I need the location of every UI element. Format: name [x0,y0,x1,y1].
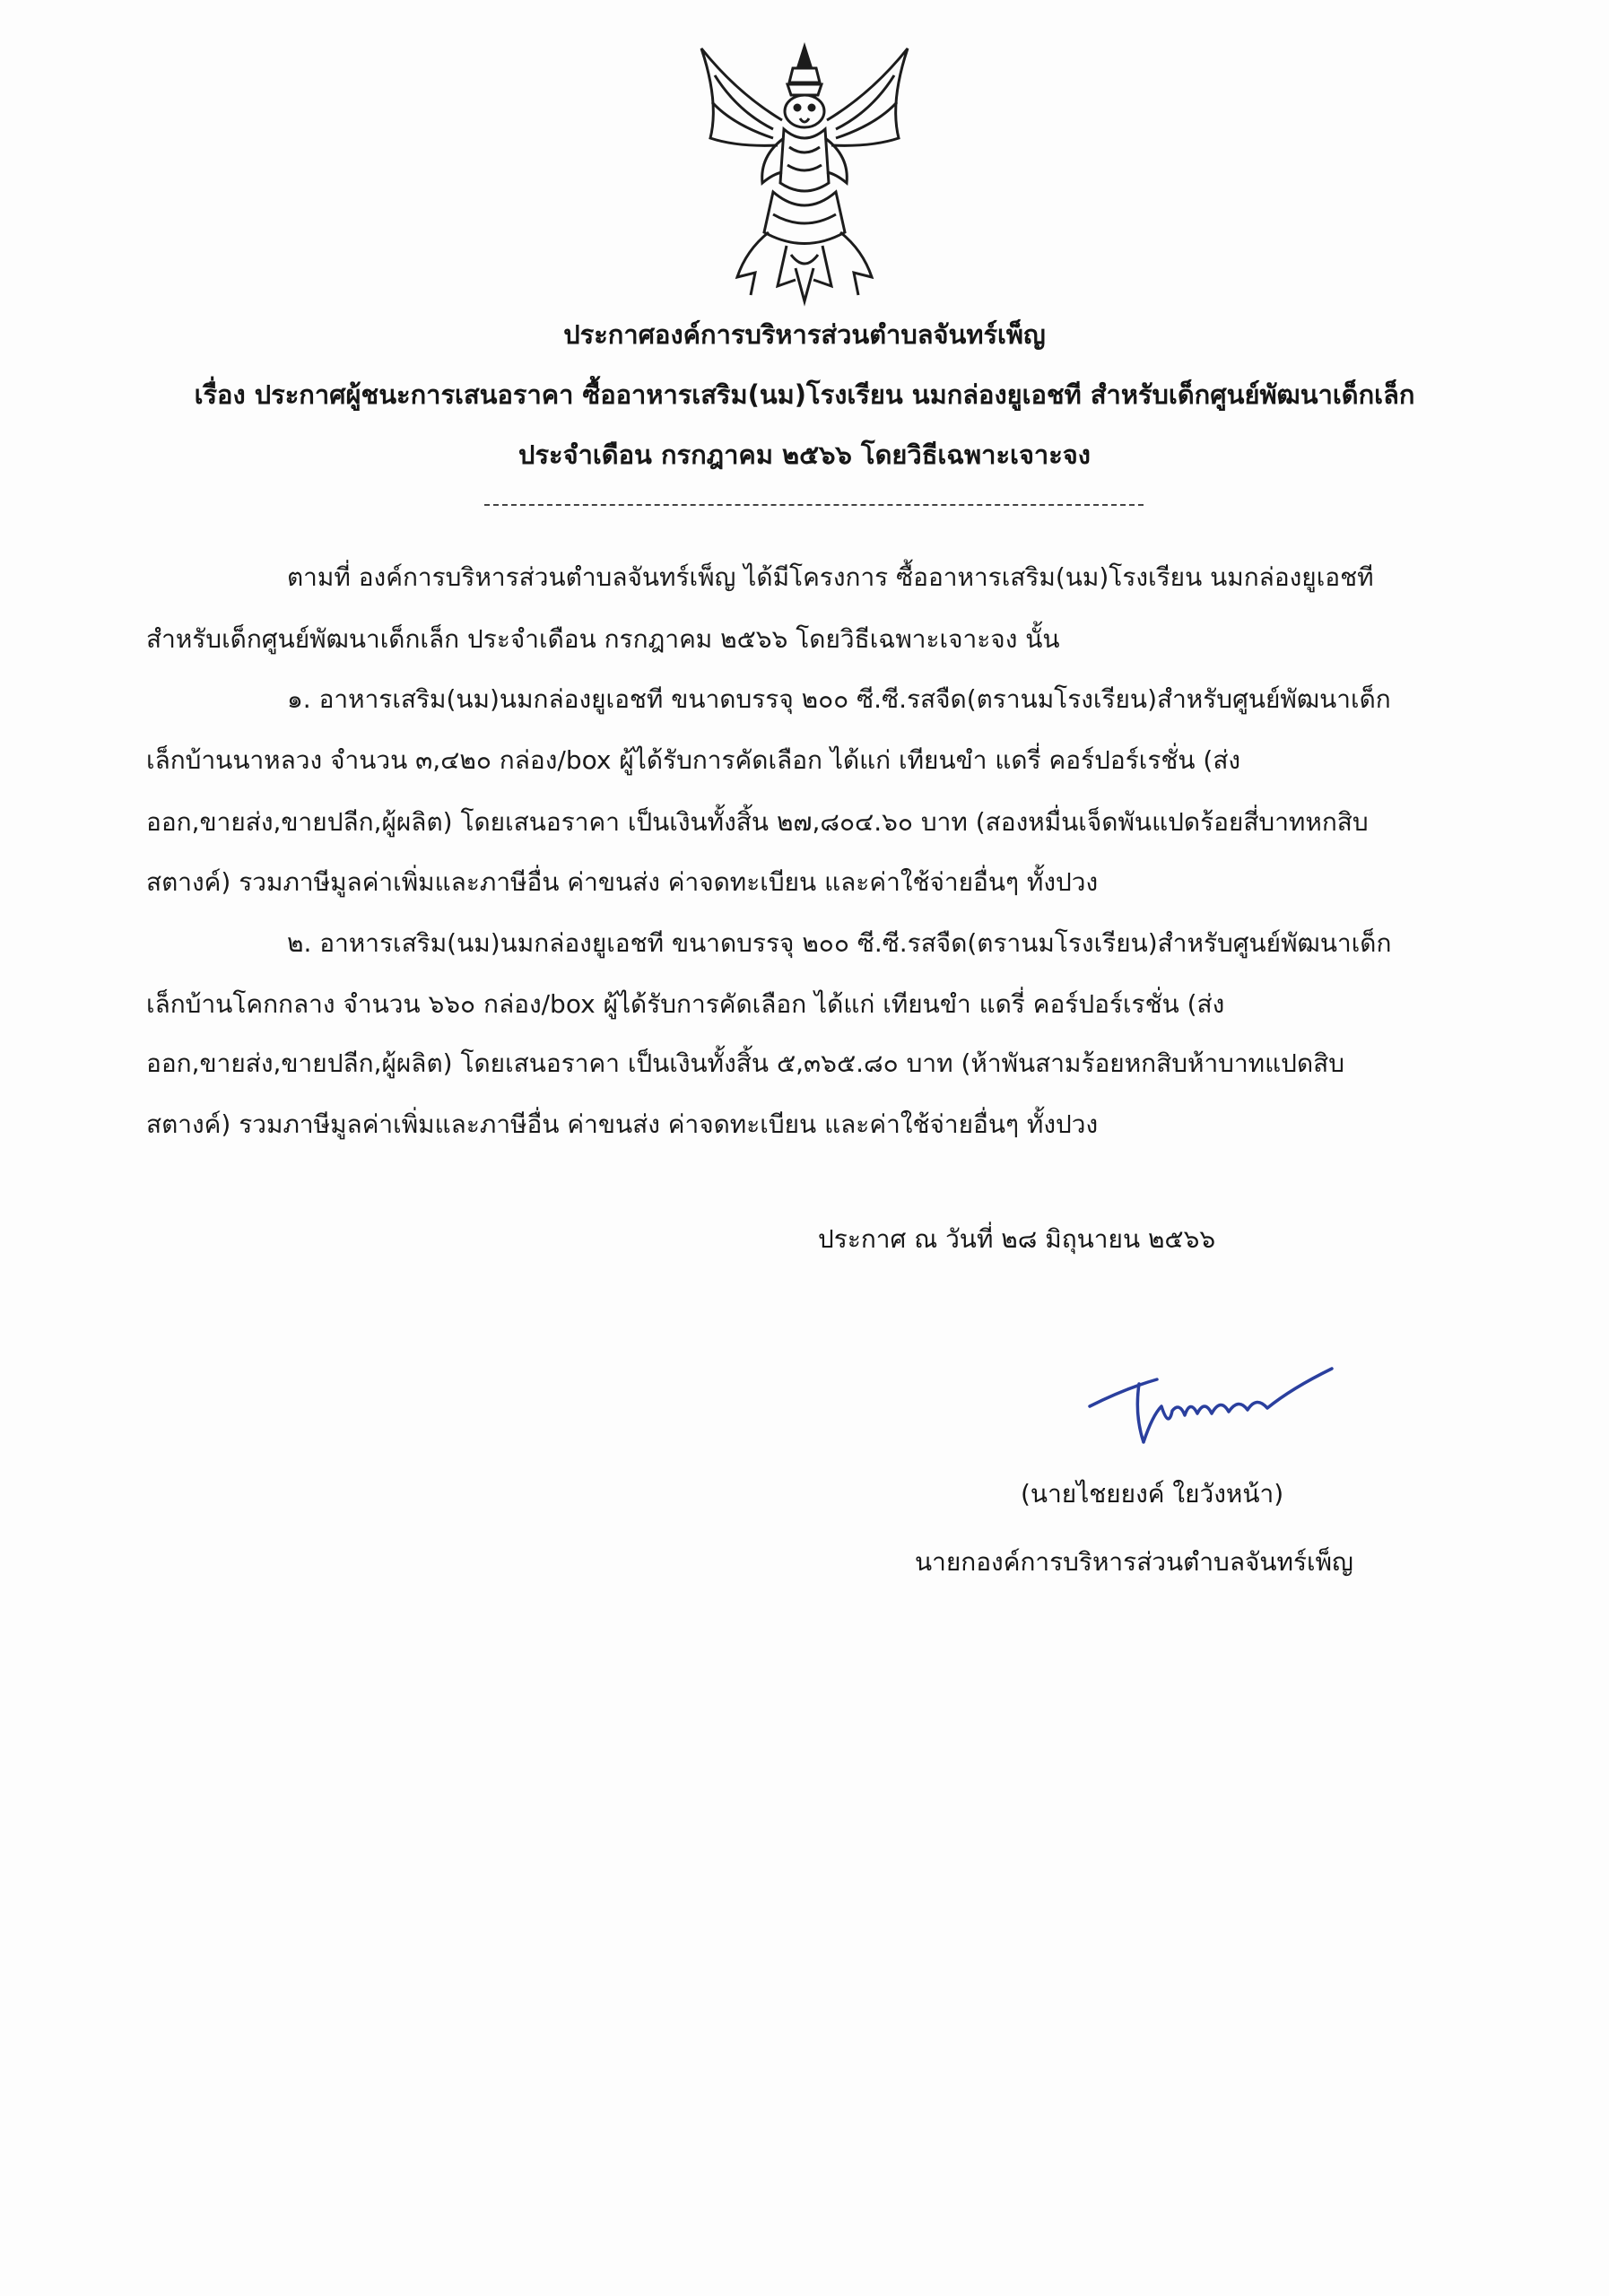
intro-paragraph-line: สำหรับเด็กศูนย์พัฒนาเด็กเล็ก ประจำเดือน กรกฎาคม ๒๕๖๖ โดยวิธีเฉพาะเจาะจง นั้น [146,624,1060,654]
announcement-date: ประกาศ ณ วันที่ ๒๘ มิถุนายน ๒๕๖๖ [818,1224,1216,1254]
signer-name: (นายไชยยงค์ ใยวังหน้า) [1021,1479,1284,1509]
item-1-line: ๑. อาหารเสริม(นม)นมกล่องยูเอชที ขนาดบรรจุ ๒๐๐ ซี.ซี.รสจืด(ตรานมโรงเรียน)สำหรับศูนย์พัฒนาเด็ก [287,684,1391,714]
item-2-line: สตางค์) รวมภาษีมูลค่าเพิ่มและภาษีอื่น ค่าขนส่ง ค่าจดทะเบียน และค่าใช้จ่ายอื่นๆ ทั้งปวง [146,1109,1099,1139]
intro-paragraph-line: ตามที่ องค์การบริหารส่วนตำบลจันทร์เพ็ญ ได้มีโครงการ ซื้ออาหารเสริม(นม)โรงเรียน นมกล่องยูเอชที [287,562,1374,592]
item-2-line: ออก,ขายส่ง,ขายปลีก,ผู้ผลิต) โดยเสนอราคา เป็นเงินทั้งสิ้น ๕,๓๖๕.๘๐ บาท (ห้าพันสามร้อยหกสิบห้าบาทแปดสิบ [146,1048,1344,1078]
item-1-line: เล็กบ้านนาหลวง จำนวน ๓,๔๒๐ กล่อง/box ผู้ได้รับการคัดเลือก ได้แก่ เทียนขำ แดรี่ คอร์ปอร์เรชั่น (ส่ง [146,745,1241,775]
handwritten-signature-icon [1072,1344,1341,1469]
dashed-divider [484,504,1144,506]
announcement-period: ประจำเดือน กรกฎาคม ๒๕๖๖ โดยวิธีเฉพาะเจาะจง [518,439,1091,470]
item-2-line: เล็กบ้านโคกกลาง จำนวน ๖๖๐ กล่อง/box ผู้ได้รับการคัดเลือก ได้แก่ เทียนขำ แดรี่ คอร์ปอร์เรชั่น (ส่ง [146,989,1225,1019]
item-1-line: ออก,ขายส่ง,ขายปลีก,ผู้ผลิต) โดยเสนอราคา เป็นเงินทั้งสิ้น ๒๗,๘๐๔.๖๐ บาท (สองหมื่นเจ็ดพันแปดร้อยสี่บาทหกสิบ [146,807,1369,837]
announcement-subject: เรื่อง ประกาศผู้ชนะการเสนอราคา ซื้ออาหารเสริม(นม)โรงเรียน นมกล่องยูเอชที สำหรับเด็กศูนย์พัฒนาเด็กเล็ก [194,379,1415,410]
signer-title: นายกองค์การบริหารส่วนตำบลจันทร์เพ็ญ [915,1547,1353,1577]
garuda-emblem-icon [683,39,926,309]
announcement-title: ประกาศองค์การบริหารส่วนตำบลจันทร์เพ็ญ [563,319,1046,350]
item-1-line: สตางค์) รวมภาษีมูลค่าเพิ่มและภาษีอื่น ค่าขนส่ง ค่าจดทะเบียน และค่าใช้จ่ายอื่นๆ ทั้งปวง [146,867,1099,897]
item-2-line: ๒. อาหารเสริม(นม)นมกล่องยูเอชที ขนาดบรรจุ ๒๐๐ ซี.ซี.รสจืด(ตรานมโรงเรียน)สำหรับศูนย์พัฒนาเด็ก [287,928,1392,958]
